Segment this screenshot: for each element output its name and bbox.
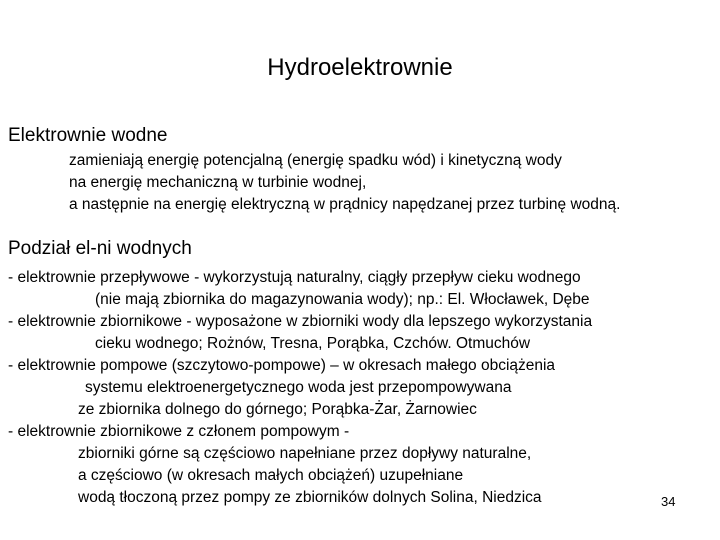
list-item-zbiornikowe-pompowe-cont-1: zbiorniki górne są częściowo napełniane przez dopływy naturalne, <box>78 445 532 462</box>
list-item-zbiornikowe-cont: cieku wodnego; Rożnów, Tresna, Porąbka, Czchów. Otmuchów <box>95 335 531 352</box>
definition-line-1: zamieniają energię potencjalną (energię spadku wód) i kinetyczną wody <box>69 152 562 169</box>
list-item-pompowe-cont-2: ze zbiornika dolnego do górnego; Porąbka-Żar, Żarnowiec <box>78 401 477 418</box>
list-item-zbiornikowe-pompowe: - elektrownie zbiornikowe z członem pompowym - <box>8 423 350 440</box>
definition-line-2: na energię mechaniczną w turbinie wodnej, <box>69 174 367 191</box>
section-heading-podzial: Podział el-ni wodnych <box>8 238 192 259</box>
list-item-zbiornikowe: - elektrownie zbiornikowe - wyposażone w zbiorniki wody dla lepszego wykorzystania <box>8 313 593 330</box>
definition-line-3: a następnie na energię elektryczną w prądnicy napędzanej przez turbinę wodną. <box>69 196 621 213</box>
list-item-przeplywowe: - elektrownie przepływowe - wykorzystują naturalny, ciągły przepływ cieku wodnego <box>8 269 581 286</box>
list-item-pompowe: - elektrownie pompowe (szczytowo-pompowe) – w okresach małego obciążenia <box>8 357 556 374</box>
list-item-zbiornikowe-pompowe-cont-2: a częściowo (w okresach małych obciążeń) uzupełniane <box>78 467 464 484</box>
list-item-zbiornikowe-pompowe-cont-3: wodą tłoczoną przez pompy ze zbiorników dolnych Solina, Niedzica <box>78 489 542 506</box>
list-item-przeplywowe-cont: (nie mają zbiornika do magazynowania wody); np.: El. Włocławek, Dębe <box>95 291 590 308</box>
page-number: 34 <box>661 494 676 509</box>
slide-title: Hydroelektrownie <box>267 54 453 81</box>
list-item-pompowe-cont-1: systemu elektroenergetycznego woda jest przepompowywana <box>85 379 512 396</box>
section-heading-elektrownie-wodne: Elektrownie wodne <box>8 125 168 146</box>
